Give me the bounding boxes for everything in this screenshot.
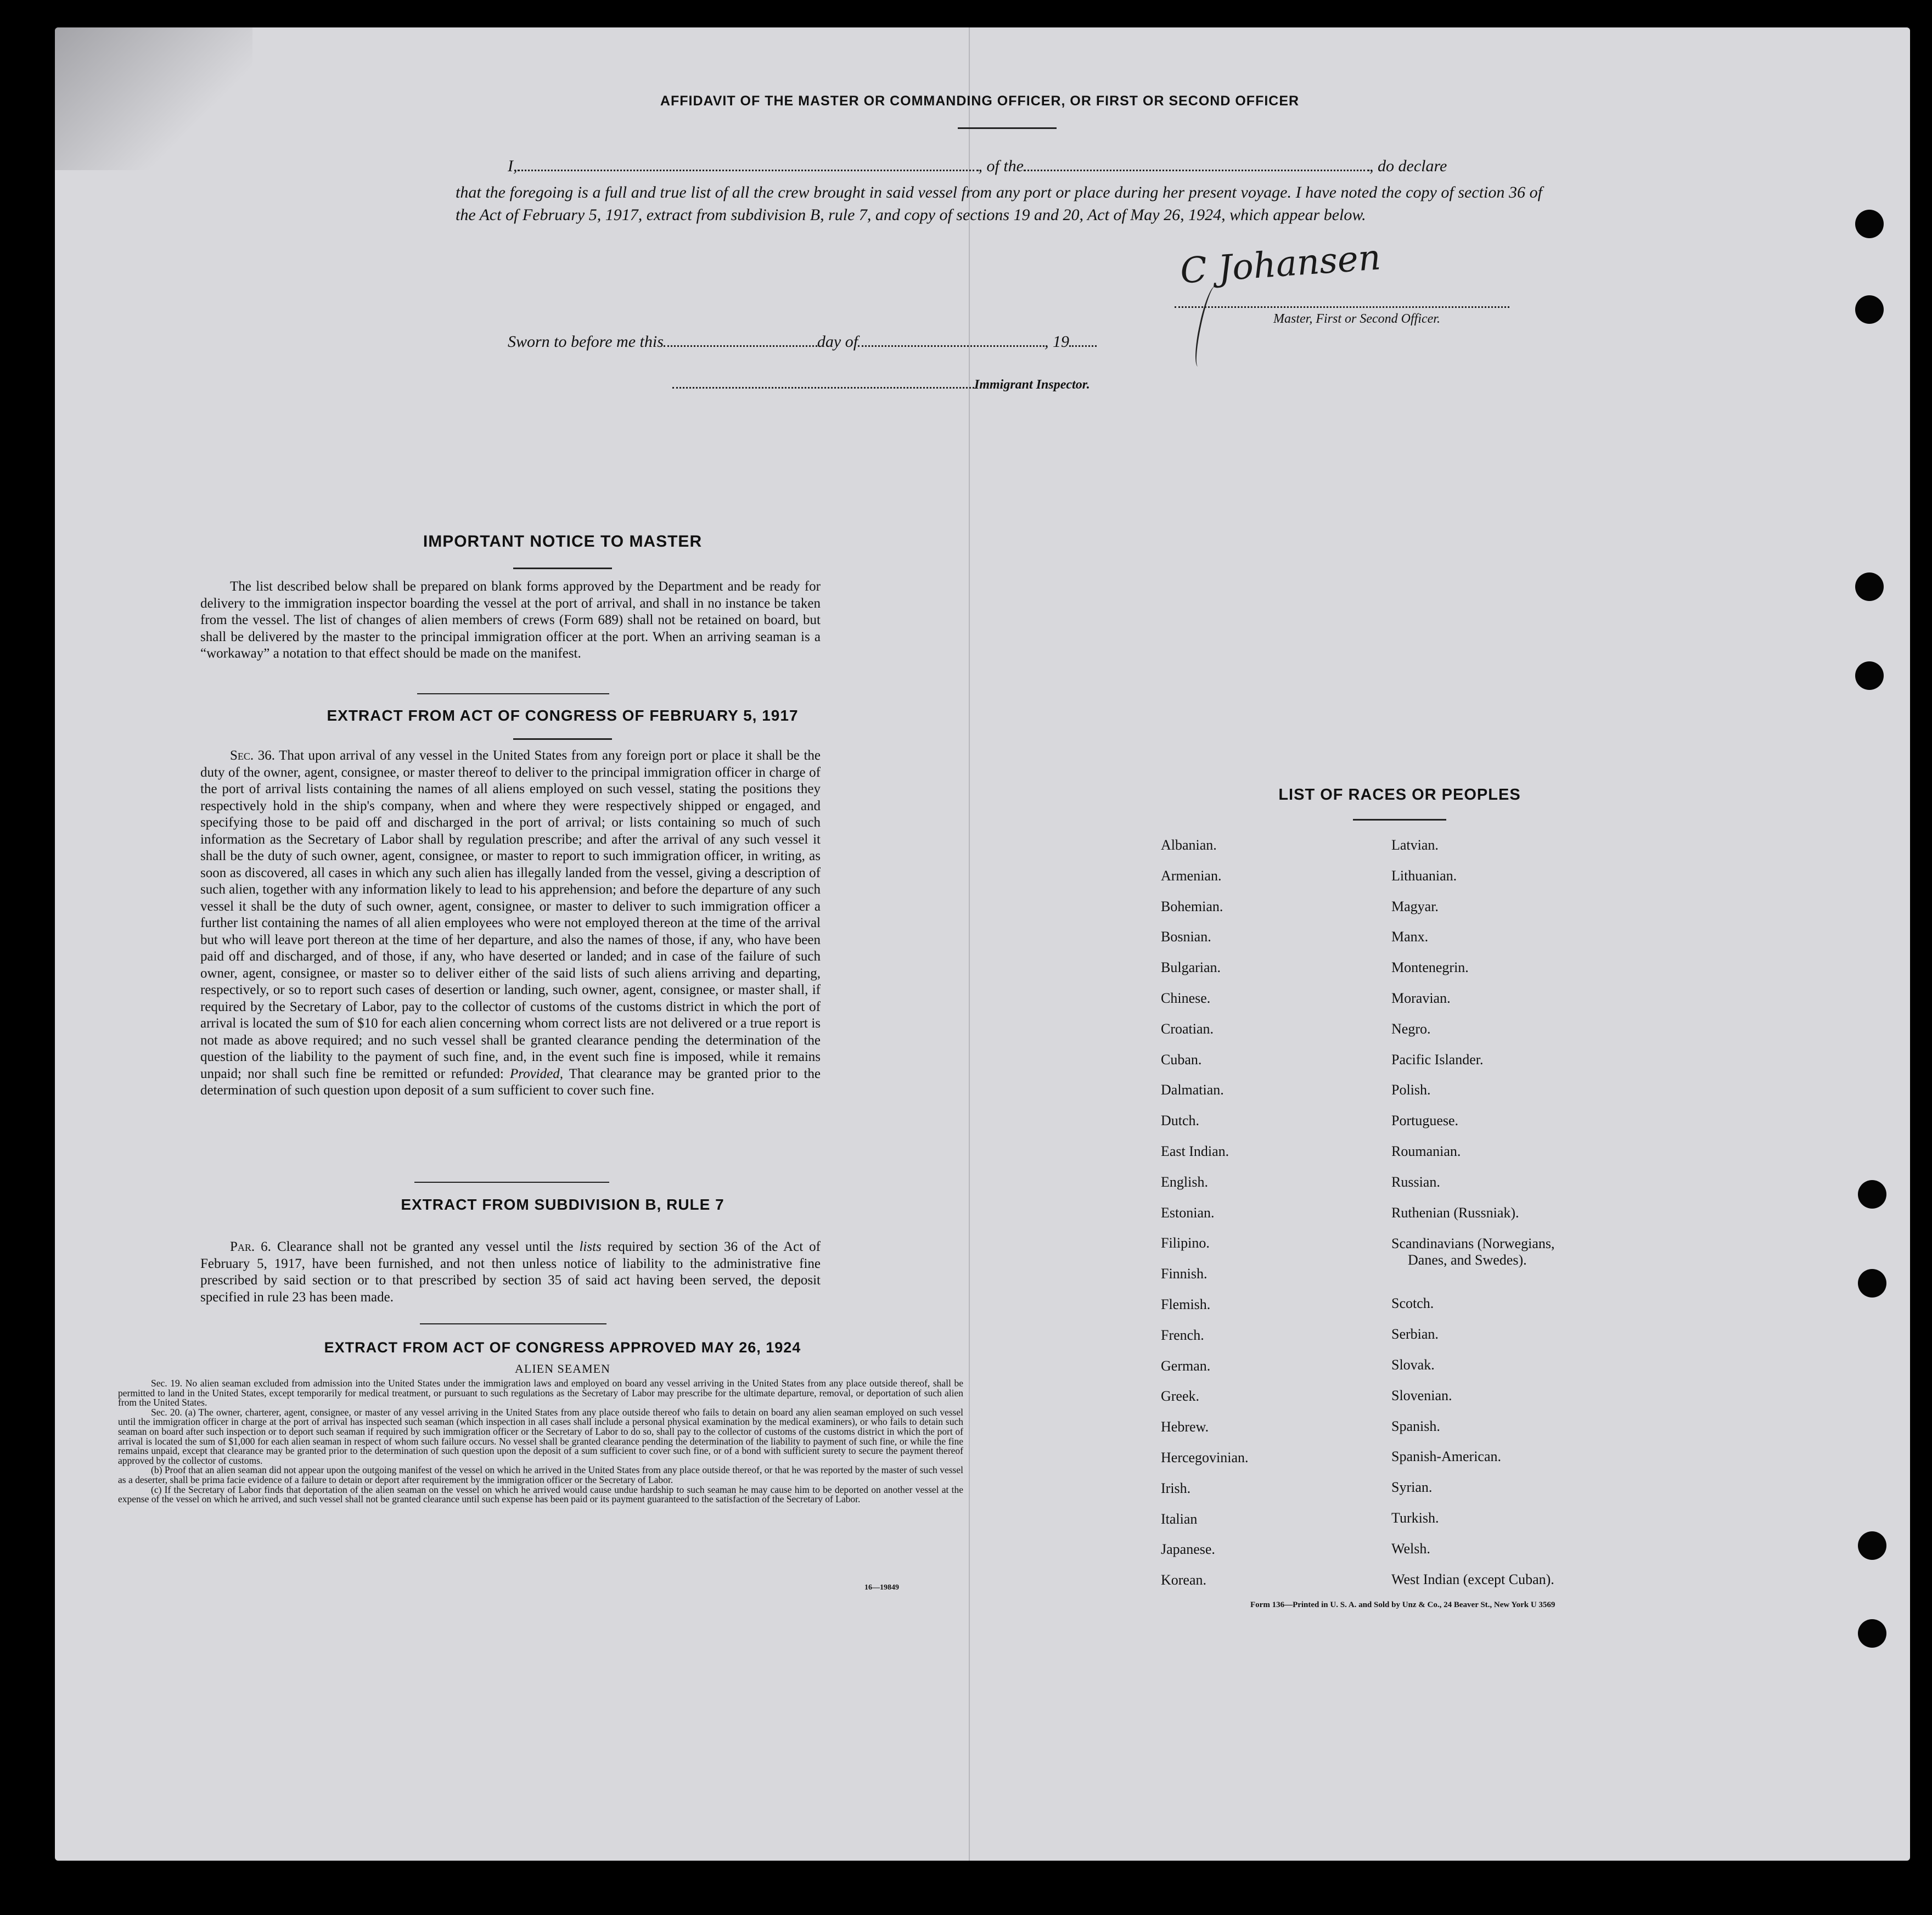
year-label: , 19 bbox=[1044, 333, 1070, 351]
race-item: Japanese. bbox=[1161, 1541, 1215, 1558]
races-title-rule bbox=[1353, 819, 1446, 821]
rule7-end-rule bbox=[420, 1323, 606, 1324]
inspector-line bbox=[672, 377, 1090, 392]
race-item: Dutch. bbox=[1161, 1113, 1200, 1129]
punch-hole bbox=[1855, 295, 1884, 324]
race-item: Croatian. bbox=[1161, 1020, 1214, 1037]
day-of-label: day of bbox=[817, 333, 858, 351]
race-item: Irish. bbox=[1161, 1480, 1191, 1496]
races-right-column bbox=[1391, 830, 1554, 1594]
race-item: East Indian. bbox=[1161, 1143, 1229, 1159]
race-item: Montenegrin. bbox=[1391, 959, 1469, 976]
race-item: Russian. bbox=[1391, 1173, 1440, 1190]
races-title: LIST OF RACES OR PEOPLES bbox=[1278, 786, 1521, 804]
race-item: Bulgarian. bbox=[1161, 959, 1221, 976]
signature: C Johansen bbox=[1178, 237, 1383, 292]
affidavit-body: that the foregoing is a full and true list of all the crew brought in said vessel from any port or place during her present voyage. I have noted the copy of section 36 of the Act of February 5, 1917, extract from subdivision B, rule 7, and copy of sections 19 and 20, Act of May 26, 1924, which appear below. bbox=[456, 183, 1542, 224]
race-item: Slovak. bbox=[1391, 1356, 1435, 1373]
page-fold bbox=[969, 27, 970, 1861]
race-item: Welsh. bbox=[1391, 1540, 1430, 1557]
race-item: Pacific Islander. bbox=[1391, 1051, 1484, 1068]
race-item: Roumanian. bbox=[1391, 1143, 1461, 1159]
act1917-section-label: Sec. 36. bbox=[230, 748, 275, 763]
race-item: Hebrew. bbox=[1161, 1419, 1209, 1435]
race-item: Finnish. bbox=[1161, 1266, 1208, 1282]
act1917-body: Sec. 36. That upon arrival of any vessel in the United States from any foreign port or place it shall be the duty of the owner, agent, consignee, or master thereof to deliver to the principal immigration officer in charge of the port of arrival lists containing the names of all aliens employed on such vessel, stating the positions they respectively hold in the ship's company, when and where they were respectively shipped or engaged, and specifying those to be paid off and discharged in the port of arrival; or lists containing so much of such information as the Secretary of Labor shall by regulation prescribe; and after the arrival of any such vessel it shall be the duty of such owner, agent, consignee, or master to report to such immigration officer, in writing, as soon as discovered, all cases in which any such alien has illegally landed from the vessel, giving a description of such alien, together with any information likely to lead to his apprehension; and before the departure of any such vessel it shall be the duty of such owner, agent, consignee, or master to deliver to such immigration officer a further list containing the names of all alien employees who were not employed thereon at the time of the arrival but who will leave port thereon at the time of her departure, and also the names of those, if any, who have been paid off and discharged, and of those, if any, who have deserted or landed; and in case of the failure of such owner, agent, consignee, or master so to deliver either of the said lists of such aliens arriving and departing, respectively, or so to report such cases of desertion or landing, such owner, agent, consignee, or master shall, if required by the Secretary of Labor, pay to the collector of customs of the customs district in which the port of arrival is located the sum of $10 for each alien concerning whom correct lists are not delivered or a true report is not made as above required; and no such vessel shall be granted clearance pending the determination of the question of the liability to the payment of such fine, and, in the event such fine is imposed, while it remains unpaid; nor shall such fine be remitted or refunded: Provided, That clearance may be granted prior to the determination of such question upon deposit of a sum sufficient to cover such fine. bbox=[200, 748, 821, 1098]
race-item: Magyar. bbox=[1391, 898, 1439, 914]
sworn-line bbox=[508, 333, 1097, 351]
affidavit-line-1 bbox=[508, 157, 1545, 176]
race-item: French. bbox=[1161, 1327, 1204, 1343]
race-item: Manx. bbox=[1391, 929, 1429, 945]
race-item: Filipino. bbox=[1161, 1235, 1210, 1251]
rule7-par-label: Par. 6. bbox=[230, 1239, 271, 1254]
race-item: Negro. bbox=[1391, 1020, 1431, 1037]
race-item: German. bbox=[1161, 1357, 1211, 1374]
race-item: Turkish. bbox=[1391, 1509, 1439, 1526]
affidavit-i: I, bbox=[508, 157, 518, 175]
signature-caption: Master, First or Second Officer. bbox=[1273, 312, 1440, 326]
race-item: English. bbox=[1161, 1173, 1208, 1190]
form-footer: Form 136—Printed in U. S. A. and Sold by Unz & Co., 24 Beaver St., New York U 3569 bbox=[1250, 1600, 1555, 1609]
affidavit-declare: , do declare bbox=[1369, 157, 1447, 175]
race-item: Flemish. bbox=[1161, 1296, 1211, 1312]
notice-body: The list described below shall be prepared on blank forms approved by the Department and be ready for delivery to the immigration inspector boarding the vessel at the port of arrival, and shall in no instance be taken from the vessel. The list of changes of alien members of crews (Form 689) shall not be retained on board, but shall be delivered by the master to the principal immigration officer at the port. When an arriving seaman is a “workaway” a notation to that effect should be made on the manifest. bbox=[200, 579, 821, 661]
race-item: Latvian. bbox=[1391, 837, 1439, 853]
punch-hole bbox=[1858, 1619, 1886, 1648]
race-item: Serbian. bbox=[1391, 1326, 1439, 1343]
race-item: Scotch. bbox=[1391, 1295, 1434, 1312]
race-item: Spanish. bbox=[1391, 1418, 1440, 1434]
act1924-title: EXTRACT FROM ACT OF CONGRESS APPROVED MAY 26, 1924 bbox=[324, 1339, 801, 1356]
punch-hole bbox=[1858, 1180, 1886, 1209]
act1924-code: 16—19849 bbox=[864, 1583, 899, 1592]
race-item: Scandinavians (Norwegians, bbox=[1391, 1236, 1555, 1252]
punch-hole bbox=[1855, 661, 1884, 690]
notice-title: IMPORTANT NOTICE TO MASTER bbox=[423, 532, 703, 551]
punch-hole bbox=[1858, 1531, 1886, 1560]
race-item: Spanish-American. bbox=[1391, 1448, 1502, 1465]
act1924-body: Sec. 19. No alien seaman excluded from admission into the United States under the immigration laws and employed on board any vessel arriving in the United States from any place outside thereof, shall be permitted to land in the United States, except temporarily for medical treatment, or pursuant to such regulations as the Secretary of Labor may prescribe for the ultimate departure, removal, or deportation of such alien from the United States. Sec. 20. (a) The owner, charterer, agent, consignee, or master of any vessel arriving in the United States from any place outside thereof who fails to detain on board any alien seaman employed on such vessel until the immigration officer in charge at the port of arrival has inspected such seaman (which inspection in all cases shall include a personal physical examination by the medical examiners), or who fails to detain such seaman on board after such inspection or to deport such seaman if required by such immigration officer or the Secretary of Labor to do so, shall pay to the collector of customs of the customs district in which the port of arrival is located the sum of $1,000 for each alien seaman in respect of whom such failure occurs. No vessel shall be granted clearance pending the determination of the liability to payment of such fine, or while the fine remains unpaid, except that clearance may be granted prior to the determination of such question upon the deposit of a sum sufficient to cover such fine, or of a bond with sufficient surety to secure the payment thereof approved by the collector of customs. (b) Proof that an alien seaman did not appear upon the outgoing manifest of the vessel on which he arrived in the United States from any place outside thereof, or that he was reported by the master of such vessel as a deserter, shall be prima facie evidence of a failure to detain or deport after requirement by the immigration officer or the Secretary of Labor. (c) If the Secretary of Labor finds that deportation of the alien seaman on the vessel on which he arrived would cause undue hardship to such seaman he may cause him to be deported on another vessel at the expense of the vessel on which he arrived, and such vessel shall not be granted clearance until such expense has been paid or its payment guaranteed to the satisfaction of the Secretary of Labor. bbox=[118, 1378, 963, 1505]
punch-hole bbox=[1858, 1269, 1886, 1298]
notice-title-rule bbox=[513, 568, 612, 569]
act1917-title-rule bbox=[513, 738, 612, 740]
sworn-label: Sworn to before me this bbox=[508, 333, 664, 351]
race-item: Albanian. bbox=[1161, 837, 1217, 853]
punch-hole bbox=[1855, 572, 1884, 601]
race-item: West Indian (except Cuban). bbox=[1391, 1571, 1554, 1587]
punch-hole bbox=[1855, 210, 1884, 238]
race-item: Cuban. bbox=[1161, 1051, 1202, 1068]
race-item: Korean. bbox=[1161, 1572, 1207, 1588]
notice-end-rule bbox=[417, 693, 609, 694]
race-item: Portuguese. bbox=[1391, 1113, 1459, 1129]
signature-line bbox=[1175, 296, 1509, 308]
inspector-caption: Immigrant Inspector. bbox=[974, 378, 1090, 392]
affidavit-title: AFFIDAVIT OF THE MASTER OR COMMANDING OFFICER, OR FIRST OR SECOND OFFICER bbox=[660, 93, 1300, 109]
rule7-body: Par. 6. Clearance shall not be granted any vessel until the lists required by section 36 of the Act of February 5, 1917, have been furnished, and not then unless notice of liability to the administrative fine prescribed by said section or to that prescribed by section 35 of said act having been served, the deposit specified in rule 23 has been made. bbox=[200, 1239, 821, 1305]
race-item: Bosnian. bbox=[1161, 929, 1211, 945]
act1924-subtitle: ALIEN SEAMEN bbox=[515, 1362, 610, 1375]
affidavit-title-rule bbox=[958, 127, 1057, 129]
document-page bbox=[55, 27, 1910, 1861]
race-item: Estonian. bbox=[1161, 1204, 1215, 1221]
race-item: Lithuanian. bbox=[1391, 867, 1457, 884]
race-item: Hercegovinian. bbox=[1161, 1449, 1249, 1465]
rule7-title: EXTRACT FROM SUBDIVISION B, RULE 7 bbox=[401, 1196, 724, 1213]
race-item: Chinese. bbox=[1161, 990, 1211, 1006]
race-item: Italian bbox=[1161, 1510, 1198, 1527]
race-item: Dalmatian. bbox=[1161, 1082, 1224, 1098]
race-item: Polish. bbox=[1391, 1082, 1431, 1098]
race-item: Moravian. bbox=[1391, 990, 1451, 1006]
races-left-column bbox=[1161, 830, 1249, 1596]
act1917-title: EXTRACT FROM ACT OF CONGRESS OF FEBRUARY 5, 1917 bbox=[327, 707, 799, 724]
race-item: Bohemian. bbox=[1161, 898, 1223, 914]
race-item: Syrian. bbox=[1391, 1479, 1433, 1496]
race-item: Slovenian. bbox=[1391, 1387, 1452, 1403]
affidavit-of-the: , of the bbox=[978, 157, 1024, 175]
race-item: Ruthenian (Russniak). bbox=[1391, 1204, 1519, 1221]
race-item: Greek. bbox=[1161, 1388, 1200, 1405]
act1917-end-rule bbox=[414, 1182, 609, 1183]
race-item: Armenian. bbox=[1161, 867, 1222, 884]
race-item: Danes, and Swedes). bbox=[1408, 1252, 1527, 1268]
